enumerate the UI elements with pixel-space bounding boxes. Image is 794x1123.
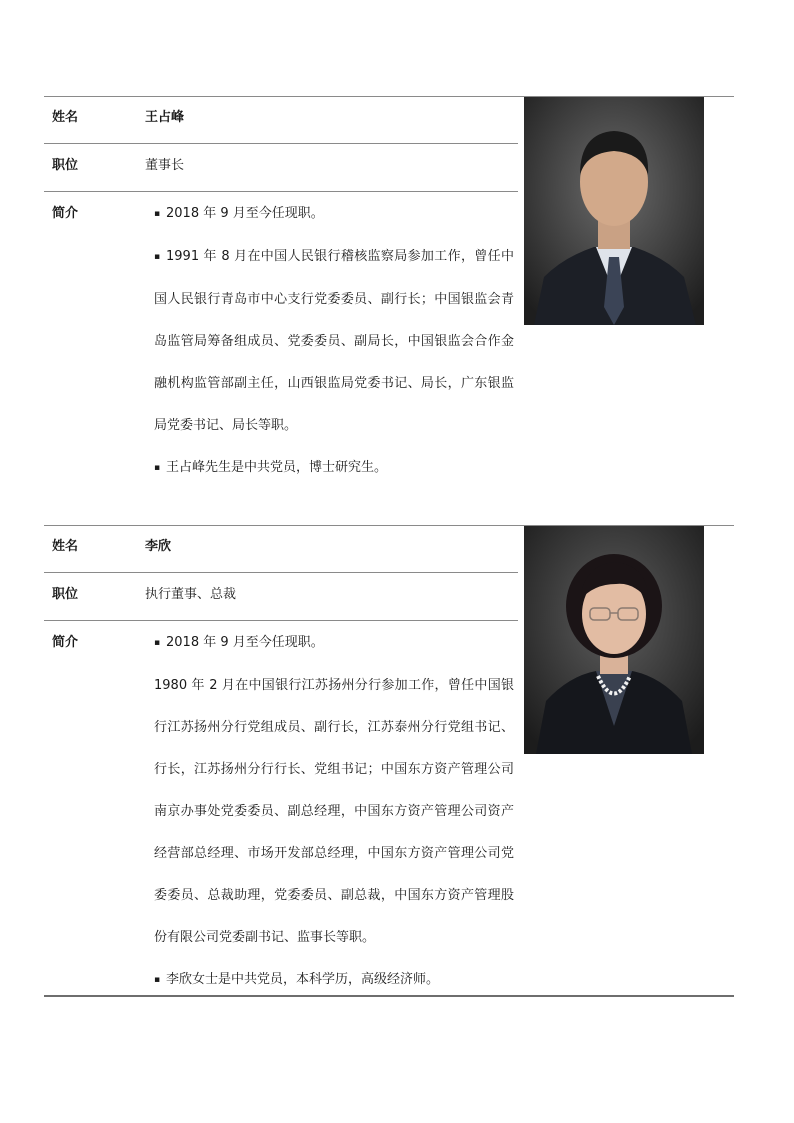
bio-party: ▪ 李欣女士是中共党员，本科学历，高级经济师。 bbox=[154, 959, 514, 1002]
table-bottom-rule bbox=[44, 995, 734, 997]
name-label: 姓名 bbox=[52, 110, 79, 125]
bio-career: ▪ 1991 年 8 月在中国人民银行稽核监察局参加工作，曾任中国人民银行青岛市中心支行党委委员、副行长；中国银监会青岛监管局筹备组成员、党委委员、副局长，中国银监会合作金融机构监管部副主任，山西银监局党委书记、局长，广东银监局党委书记、局长等职。 bbox=[154, 236, 514, 447]
portrait-woman-photo bbox=[524, 526, 704, 754]
profile-card-2 bbox=[44, 525, 734, 1000]
bio-career: 1980 年 2 月在中国银行江苏扬州分行参加工作，曾任中国银行江苏扬州分行党组成员、副行长，江苏泰州分行党组书记、行长，江苏扬州分行行长、党组书记；中国东方资产管理公司南京办事处党委委员、副总经理，中国东方资产管理公司资产经营部总经理、市场开发部总经理，中国东方资产管理公司党委委员、总裁助理，党委委员、副总裁，中国东方资产管理股份有限公司党委副书记、监事长等职。 bbox=[154, 678, 514, 945]
position-value: 董事长 bbox=[145, 158, 185, 173]
name-value: 李欣 bbox=[145, 539, 172, 554]
bio-current-role: ▪ 2018 年 9 月至今任现职。 bbox=[154, 193, 514, 236]
bio-party: ▪ 王占峰先生是中共党员，博士研究生。 bbox=[154, 447, 514, 490]
name-value: 王占峰 bbox=[145, 110, 185, 125]
bio-text bbox=[154, 193, 514, 490]
bio-current-role: ▪ 2018 年 9 月至今任现职。 bbox=[154, 622, 514, 665]
portrait-man-photo bbox=[524, 97, 704, 325]
row-divider bbox=[44, 143, 518, 144]
bio-label: 简介 bbox=[52, 635, 79, 650]
bio-text bbox=[154, 622, 514, 1002]
row-divider bbox=[44, 191, 518, 192]
position-value: 执行董事、总裁 bbox=[145, 587, 237, 602]
row-divider bbox=[44, 572, 518, 573]
profile-card-1 bbox=[44, 96, 734, 506]
row-divider bbox=[44, 620, 518, 621]
bio-label: 简介 bbox=[52, 206, 79, 221]
position-label: 职位 bbox=[52, 158, 79, 173]
position-label: 职位 bbox=[52, 587, 79, 602]
name-label: 姓名 bbox=[52, 539, 79, 554]
